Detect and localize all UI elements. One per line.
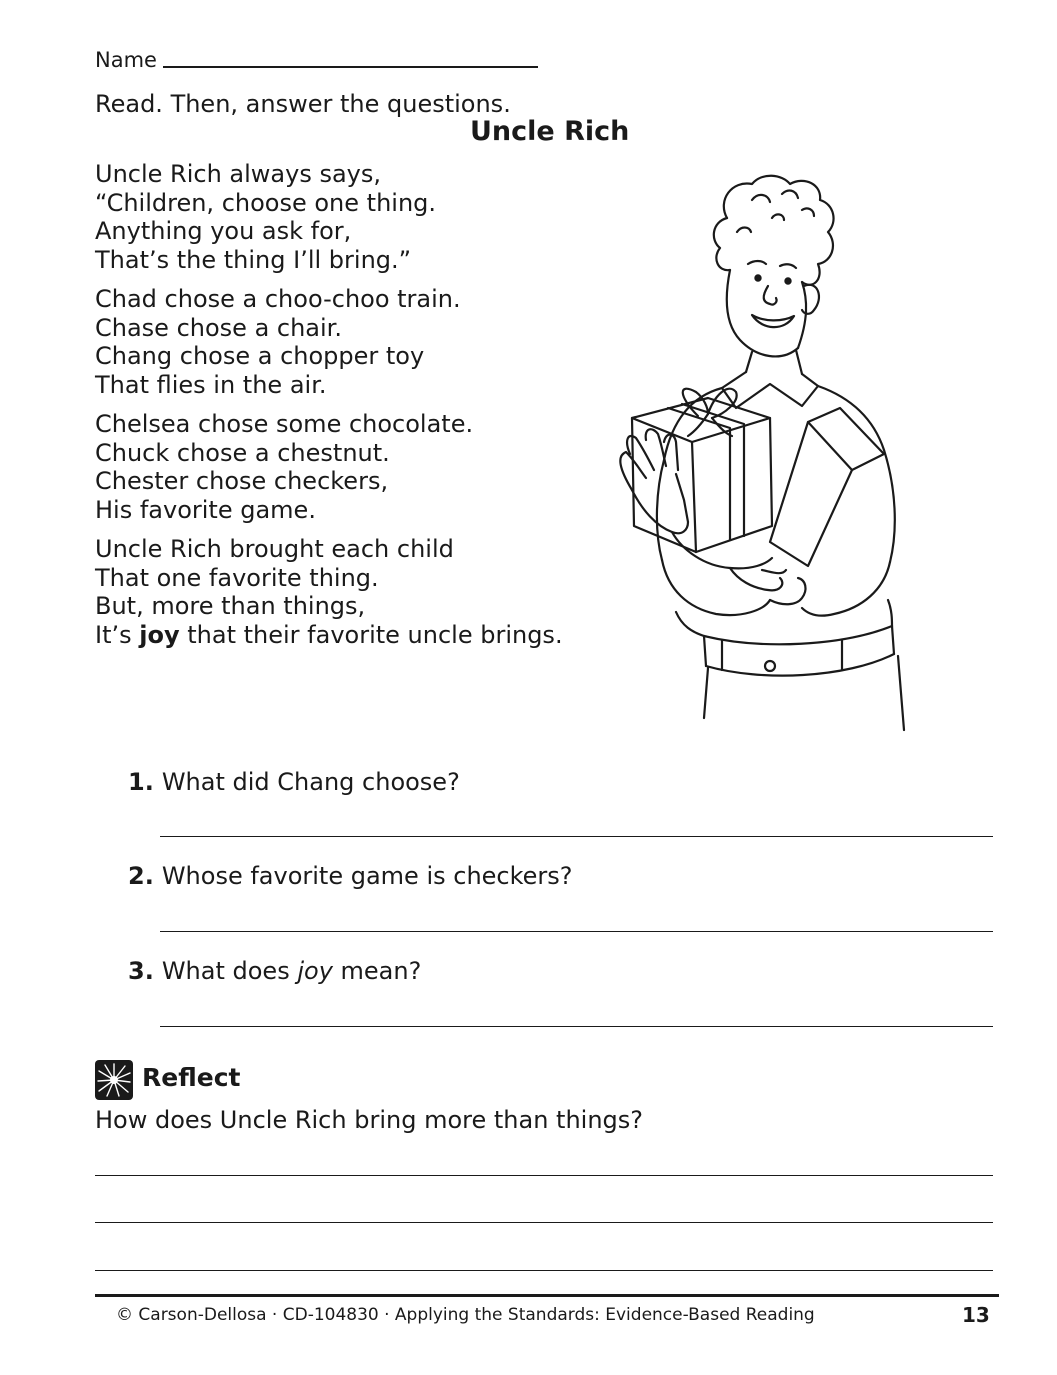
name-label: Name [95, 48, 157, 72]
stanza-4 [95, 535, 563, 649]
answer-line-2[interactable] [160, 931, 993, 932]
question-number: 1. [128, 768, 154, 796]
poem-line: Anything you ask for, [95, 217, 352, 245]
poem-line: That flies in the air. [95, 370, 327, 399]
question-2 [128, 862, 573, 890]
answer-line-1[interactable] [160, 836, 993, 837]
poem-line: Chase chose a chair. [95, 313, 342, 342]
question-number: 2. [128, 862, 154, 890]
poem-line: His favorite game. [95, 495, 316, 524]
poem-line: Uncle Rich always says, [95, 160, 382, 188]
reflect-title: Reflect [142, 1063, 241, 1092]
question-text: What did Chang choose? [161, 768, 460, 796]
poem-line: “Children, choose one thing. [95, 188, 437, 217]
poem-line: Chester chose checkers, [95, 467, 389, 495]
stanza-1 [95, 160, 436, 274]
last-line-pre: It’s [95, 620, 140, 649]
page-number: 13 [962, 1303, 990, 1327]
poem-line: That one favorite thing. [95, 563, 379, 592]
footer-rule [95, 1294, 999, 1297]
question-3 [128, 957, 421, 985]
sunburst-icon [95, 1060, 133, 1100]
poem-line: Chad chose a choo-choo train. [95, 285, 461, 313]
poem-line: Chelsea chose some chocolate. [95, 410, 474, 438]
question-1 [128, 768, 460, 796]
footer-credit: © Carson-Dellosa · CD-104830 · Applying the Standards: Evidence-Based Reading [116, 1305, 815, 1325]
reflect-answer-line-3[interactable] [95, 1270, 993, 1271]
answer-line-3[interactable] [160, 1026, 993, 1027]
reflect-answer-line-2[interactable] [95, 1222, 993, 1223]
instructions: Read. Then, answer the questions. [95, 90, 511, 118]
question-italic-word: joy [297, 957, 333, 985]
stanza-2 [95, 285, 461, 399]
reflect-question: How does Uncle Rich bring more than things? [95, 1106, 644, 1134]
poem-line: Chang chose a chopper toy [95, 342, 425, 370]
name-line [163, 66, 538, 68]
uncle-holding-gifts-illustration [612, 170, 912, 735]
question-number: 3. [128, 957, 154, 985]
poem-line: But, more than things, [95, 592, 366, 620]
vocab-word-joy: joy [139, 620, 180, 649]
stanza-3 [95, 410, 473, 524]
question-text-post: mean? [332, 957, 422, 985]
question-text: Whose favorite game is checkers? [161, 862, 573, 890]
poem-line: Chuck chose a chestnut. [95, 438, 390, 467]
poem-line: Uncle Rich brought each child [95, 535, 454, 563]
last-line-post: that their favorite uncle brings. [179, 620, 563, 649]
poem-line: That’s the thing I’ll bring.” [95, 245, 412, 274]
question-text-pre: What does [161, 957, 298, 985]
poem-title: Uncle Rich [470, 116, 630, 147]
reflect-answer-line-1[interactable] [95, 1175, 993, 1176]
poem-last-line [95, 621, 563, 650]
